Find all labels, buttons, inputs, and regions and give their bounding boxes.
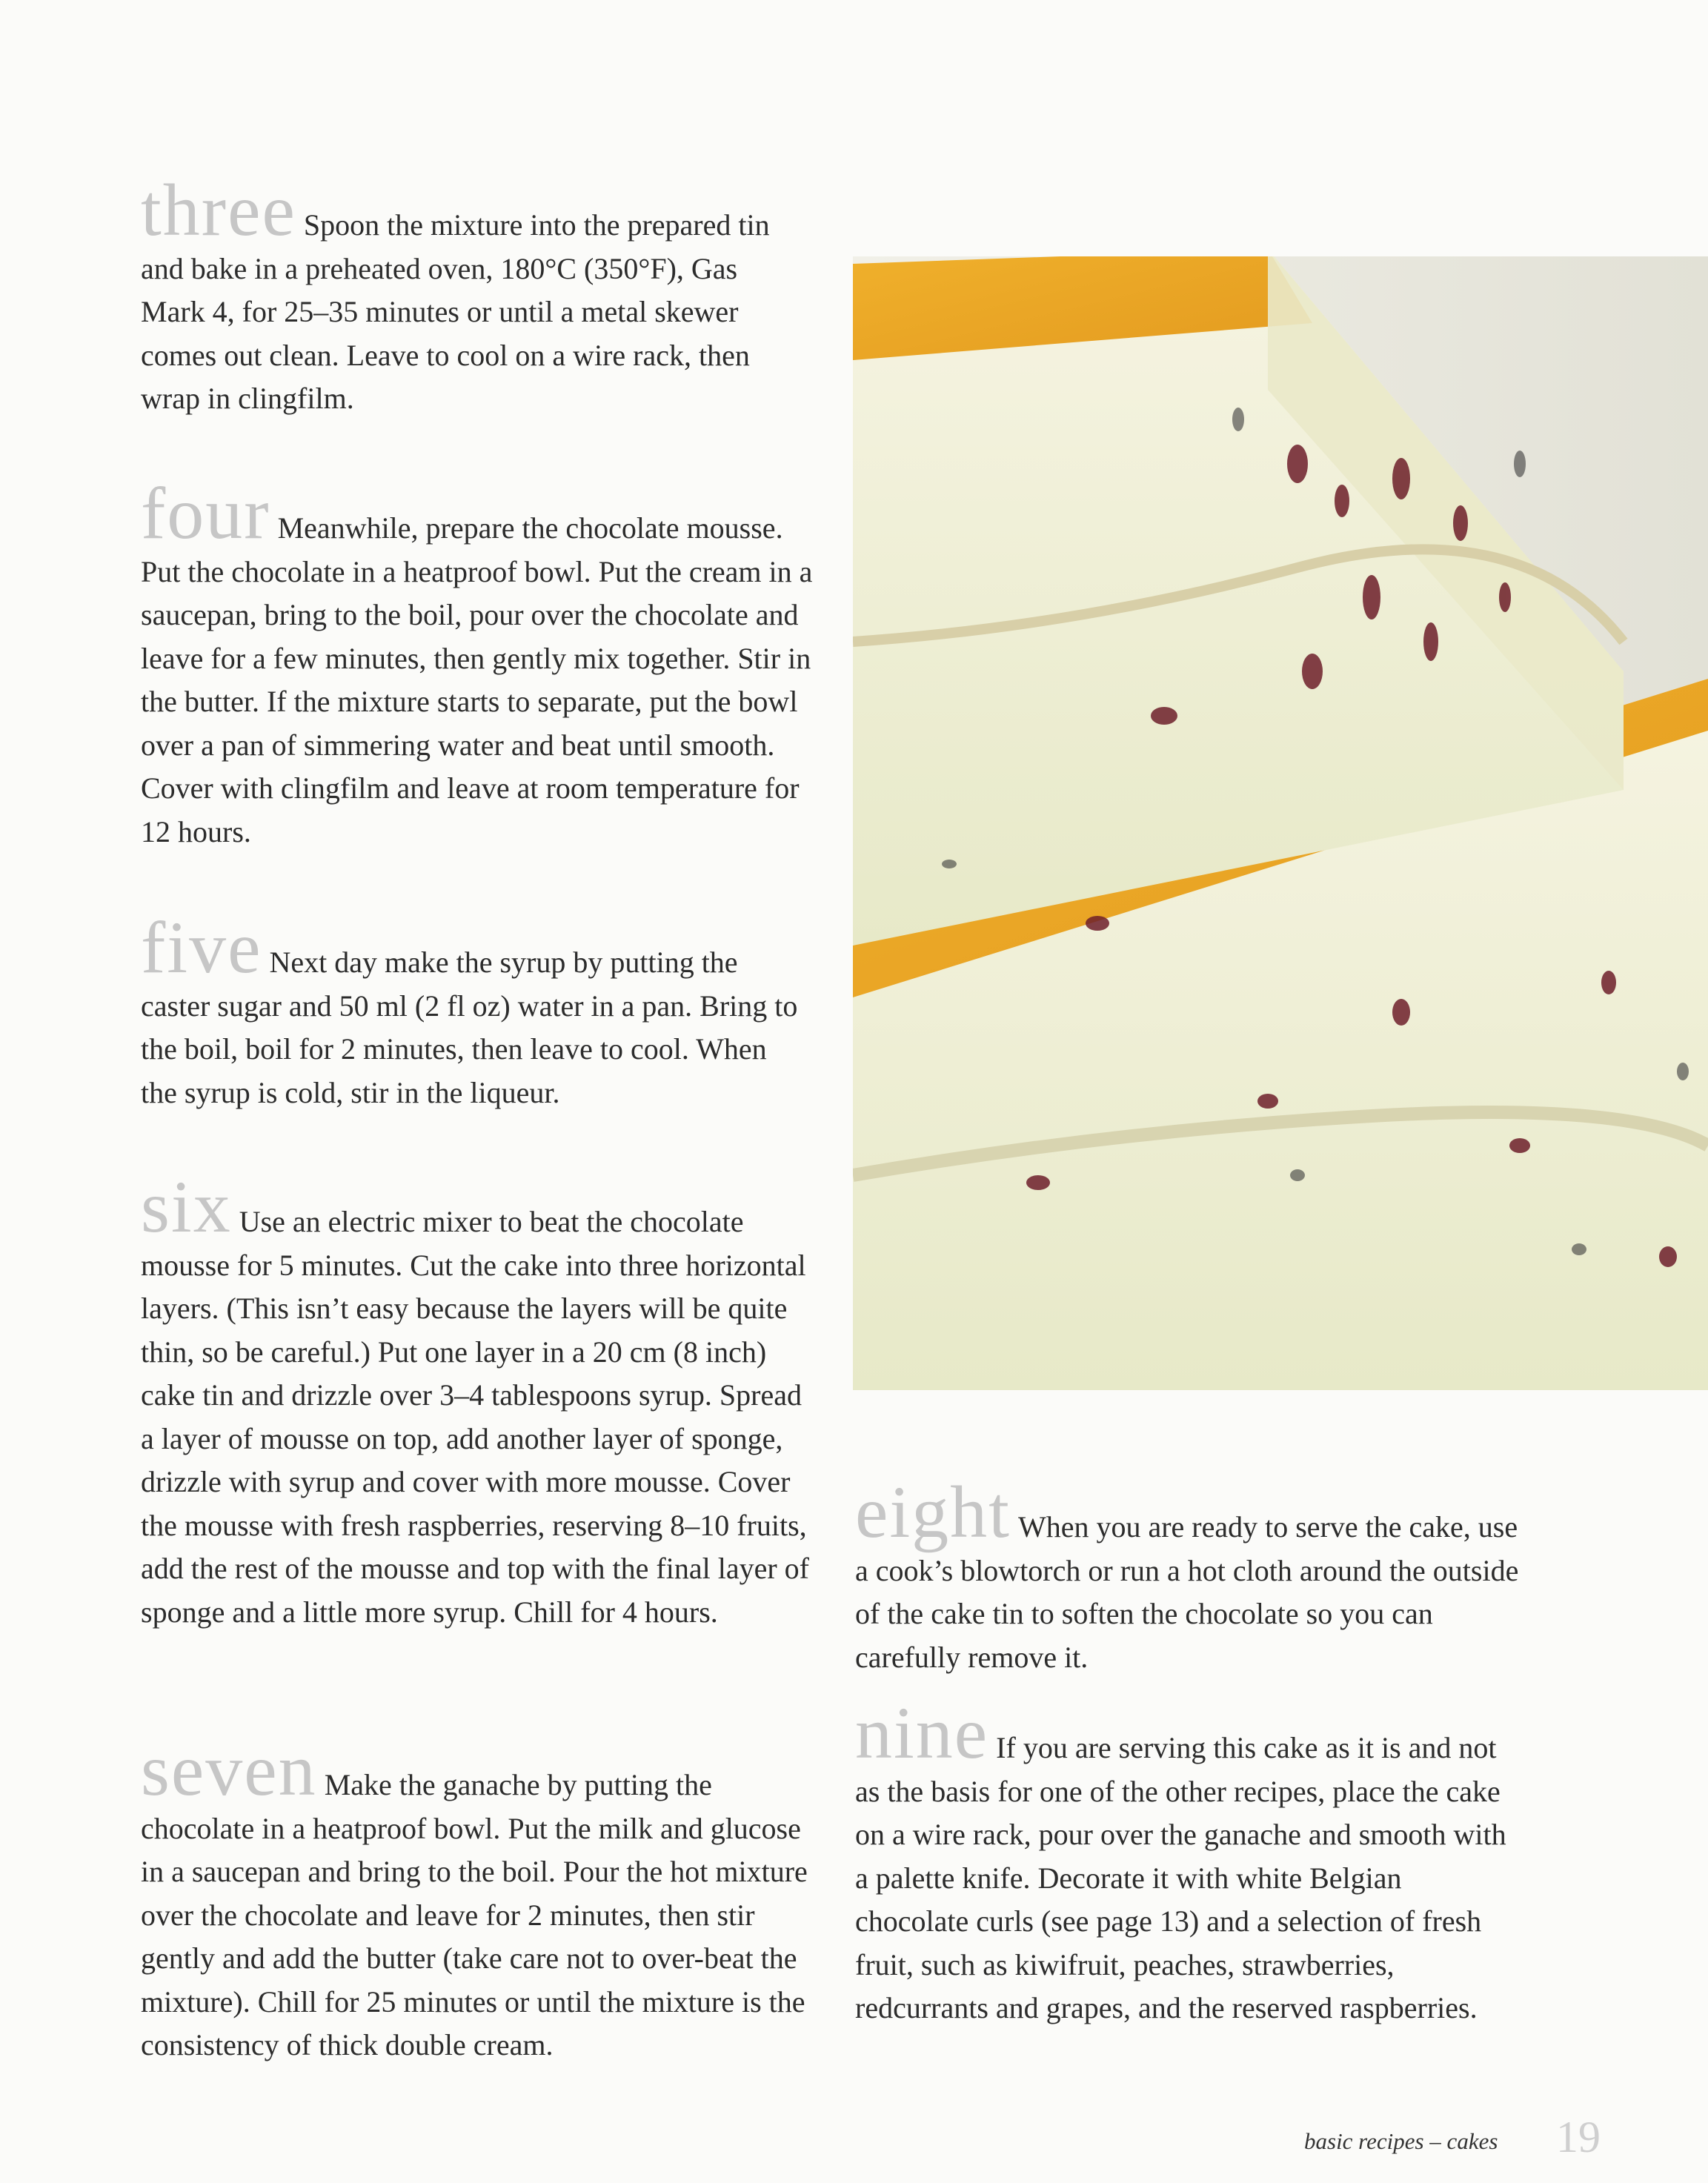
step-five [141, 906, 808, 1114]
section-footer: basic recipes – cakes [1304, 2128, 1498, 2154]
step-number-word: seven [141, 1729, 317, 1811]
step-nine [855, 1692, 1522, 2030]
step-number-word: eight [855, 1471, 1011, 1553]
step-number-word: nine [855, 1692, 989, 1774]
step-number-word: three [141, 169, 296, 251]
page-number: 19 [1556, 2113, 1601, 2162]
step-text: If you are serving this cake as it is and not as the basis for one of the other recipes, place the cake on a wire rack, pour over the ganache and smooth with a palette knife. Decorate it with white Belgian chocolate curls (see page 13) and a selection of fresh fruit, such as kiwifruit, peaches, strawberries, redcurrants and grapes, and the reserved raspberries. [855, 1731, 1506, 2024]
step-text: Use an electric mixer to beat the chocolate mousse for 5 minutes. Cut the cake into three horizontal layers. (This isn’t easy because the layers will be quite thin, so be careful.) Put one layer in a 20 cm (8 inch) cake tin and drizzle over 3–4 tablespoons syrup. Spread a layer of mousse on top, add another layer of sponge, drizzle with syrup and cover with more mousse. Cover the mousse with fresh raspberries, reserving 8–10 fruits, add the rest of the mousse and top with the final layer of sponge and a little more syrup. Chill for 4 hours. [141, 1205, 809, 1629]
cake-illustration [853, 256, 1708, 1390]
step-text: Next day make the syrup by putting the caster sugar and 50 ml (2 fl oz) water in a pan. Bring to the boil, boil for 2 minutes, then leave to cool. When the syrup is cold, stir in the liqueur. [141, 946, 798, 1109]
step-number-word: six [141, 1166, 232, 1248]
step-text: Meanwhile, prepare the chocolate mousse. Put the chocolate in a heatproof bowl. Put the cream in a saucepan, bring to the boil, pour over the chocolate and leave for a few minutes, then gently mix together. Stir in the butter. If the mixture starts to separate, put the bowl over a pan of simmering water and beat until smooth. Cover with clingfilm and leave at room temperature for 12 hours. [141, 511, 813, 848]
step-text: When you are ready to serve the cake, use a cook’s blowtorch or run a hot cloth around the outside of the cake tin to soften the chocolate so you can carefully remove it. [855, 1510, 1519, 1674]
step-three [141, 169, 808, 421]
step-four [141, 472, 815, 854]
cake-photo [853, 256, 1708, 1390]
step-seven [141, 1729, 815, 2067]
step-eight [855, 1471, 1522, 1679]
step-number-word: five [141, 906, 262, 989]
step-text: Make the ganache by putting the chocolate in a heatproof bowl. Put the milk and glucose in a saucepan and bring to the boil. Pour the hot mixture over the chocolate and leave for 2 minutes, then stir gently and add the butter (take care not to over-beat the mixture). Chill for 25 minutes or until the mixture is the consistency of thick double cream. [141, 1768, 808, 2061]
step-number-word: four [141, 472, 270, 554]
step-six [141, 1166, 815, 1634]
step-text: Spoon the mixture into the prepared tin and bake in a preheated oven, 180°C (350°F), Gas Mark 4, for 25–35 minutes or until a metal skewer comes out clean. Leave to cool on a wire rack, then wrap in clingfilm. [141, 208, 770, 415]
